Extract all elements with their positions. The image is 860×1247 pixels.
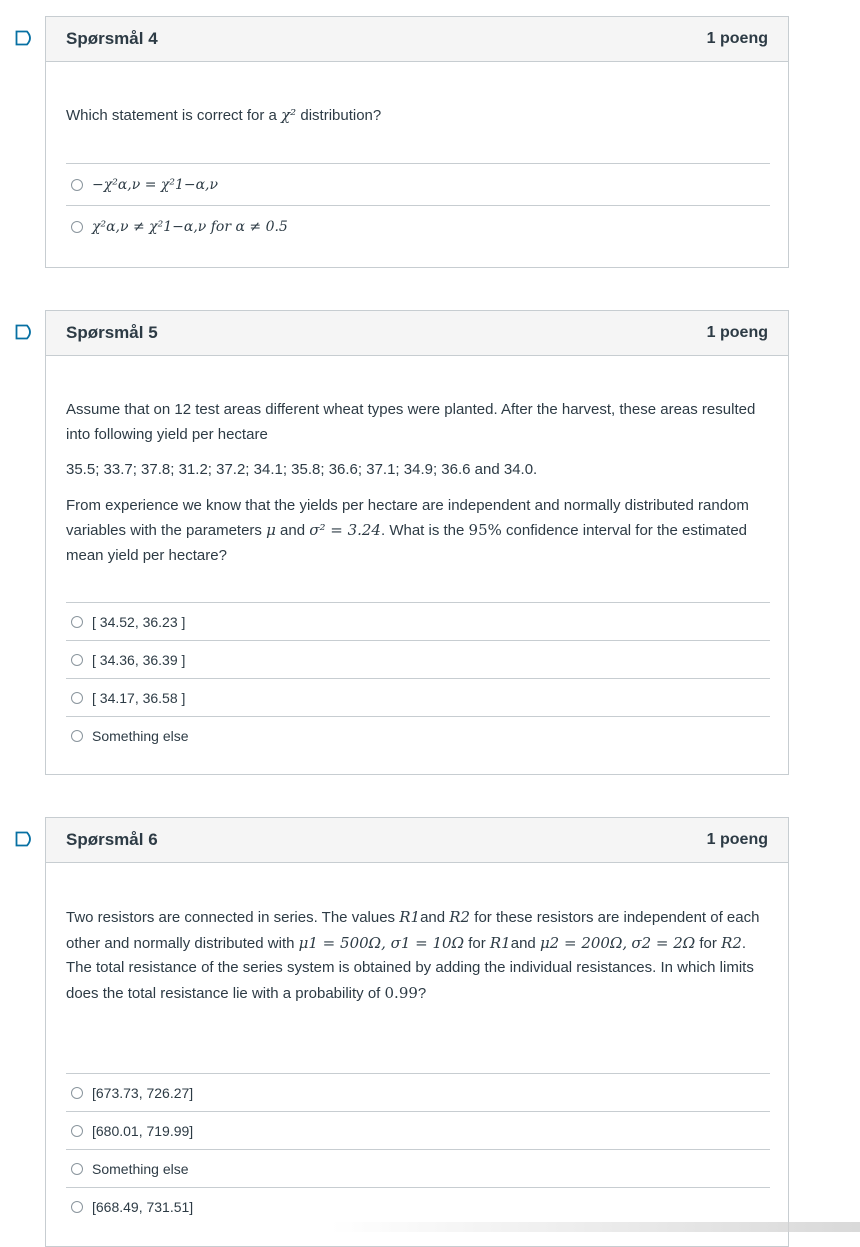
answer-label: Something else — [92, 1160, 189, 1177]
radio-icon[interactable] — [71, 730, 83, 742]
question-title: Spørsmål 4 — [66, 29, 158, 48]
answer-list — [66, 1073, 770, 1225]
answer-option[interactable] — [66, 1073, 770, 1111]
answer-label: [668.49, 731.51] — [92, 1198, 194, 1215]
question-5-card — [45, 310, 789, 775]
radio-icon[interactable] — [71, 1201, 83, 1213]
answer-list — [66, 163, 770, 247]
radio-icon[interactable] — [71, 221, 83, 233]
bottom-shadow — [330, 1222, 860, 1232]
answer-option[interactable] — [66, 602, 770, 640]
answer-label: Something else — [92, 727, 189, 744]
answer-option[interactable] — [66, 205, 770, 247]
flag-question-icon[interactable] — [15, 30, 35, 46]
question-6-header — [46, 818, 788, 863]
answer-option[interactable] — [66, 640, 770, 678]
radio-icon[interactable] — [71, 616, 83, 628]
question-6-text: Two resistors are connected in series. The values R1and R2 for these resistors are independent of each other and normally distributed with μ1 = 500Ω, σ1 = 10Ω for R1and μ2 = 200Ω, σ2 = 2Ω for R2. The total resistance of the series system is obtained by adding the individual resistances. In which limits does the total resistance lie with a probability of 0.99? — [66, 908, 760, 1002]
question-5-header — [46, 311, 788, 356]
question-6-card — [45, 817, 789, 1247]
question-title: Spørsmål 5 — [66, 323, 158, 342]
answer-option[interactable] — [66, 678, 770, 716]
radio-icon[interactable] — [71, 1087, 83, 1099]
answer-option[interactable] — [66, 163, 770, 205]
question-4-header — [46, 17, 788, 62]
answer-label: [ 34.36, 36.39 ] — [92, 651, 186, 668]
answer-label: [ 34.17, 36.58 ] — [92, 689, 186, 706]
answer-label: [673.73, 726.27] — [92, 1084, 194, 1101]
radio-icon[interactable] — [71, 1163, 83, 1175]
flag-question-icon[interactable] — [15, 324, 35, 340]
answer-label: [ 34.52, 36.23 ] — [92, 613, 186, 630]
answer-option[interactable] — [66, 1187, 770, 1225]
radio-icon[interactable] — [71, 179, 83, 191]
question-4-text: Which statement is correct for a χ² distribution? — [66, 106, 382, 124]
answer-label: χ²α,ν ≠ χ²1−α,ν for α ≠ 0.5 — [92, 218, 288, 235]
radio-icon[interactable] — [71, 1125, 83, 1137]
question-points: 1 poeng — [706, 30, 768, 47]
question-points: 1 poeng — [706, 324, 768, 341]
flag-question-icon[interactable] — [15, 831, 35, 847]
answer-option[interactable] — [66, 1149, 770, 1187]
question-5-text: Assume that on 12 test areas different wheat types were planted. After the harvest, these areas resulted into following yield per hectare 35.5; 33.7; 37.8; 31.2; 37.2; 34.1; 35.8; 36.6; 37.1; 34.9; 36.6 and 34.0. From experience we know that the yields per hectare are independent and normally distributed random variables with the parameters μ and σ² = 3.24. What is the 95% confidence interval for the estimated mean yield per hectare? — [66, 401, 756, 564]
question-title: Spørsmål 6 — [66, 830, 158, 849]
radio-icon[interactable] — [71, 692, 83, 704]
question-4-card — [45, 16, 789, 268]
answer-option[interactable] — [66, 1111, 770, 1149]
answer-option[interactable] — [66, 716, 770, 754]
answer-label: [680.01, 719.99] — [92, 1122, 194, 1139]
radio-icon[interactable] — [71, 654, 83, 666]
question-points: 1 poeng — [706, 831, 768, 848]
answer-label: −χ²α,ν = χ²1−α,ν — [92, 176, 219, 193]
answer-list — [66, 602, 770, 754]
